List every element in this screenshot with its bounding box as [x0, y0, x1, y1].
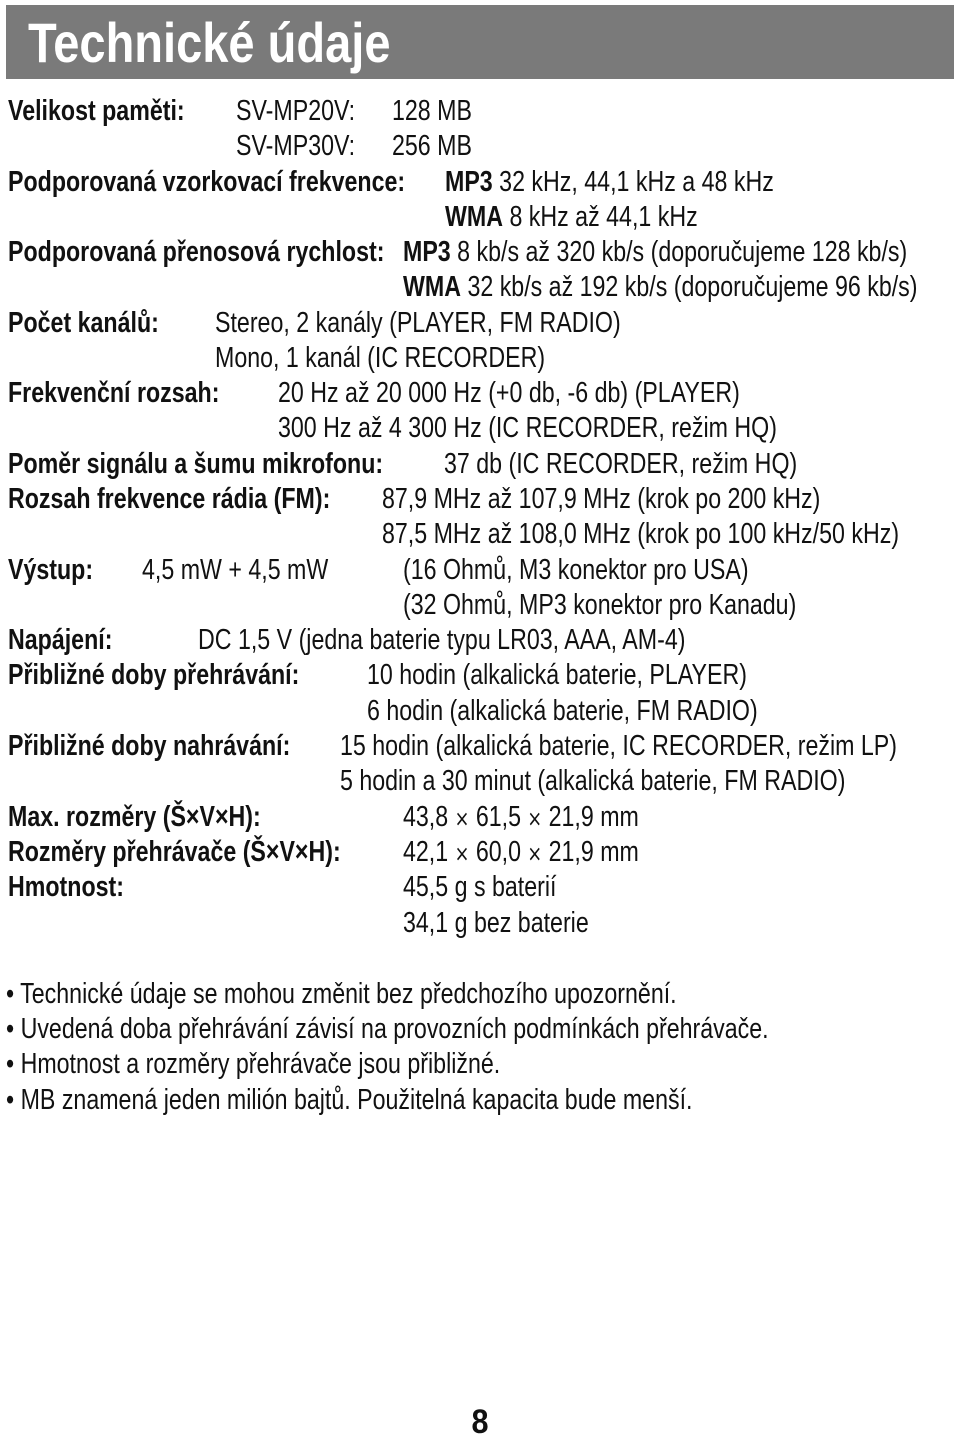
times-sign: × [527, 807, 543, 832]
title-banner [6, 5, 954, 79]
max-dim-width: 43,8 [403, 801, 449, 833]
max-dim-depth: 21,9 mm [548, 801, 639, 833]
note-item [6, 1083, 692, 1117]
sampling-wma-value: 8 kHz až 44,1 kHz [509, 201, 698, 233]
spec-label-radio: Rozsah frekvence rádia (FM): [8, 483, 331, 515]
output-line-1: (16 Ohmů, M3 konektor pro USA) [403, 554, 749, 586]
frequency-line-1: 20 Hz až 20 000 Hz (+0 db, -6 db) (PLAYER) [278, 377, 740, 409]
sampling-wma [445, 200, 698, 234]
weight-line-2: 34,1 g bez baterie [403, 907, 589, 939]
player-dimensions-value [403, 835, 639, 872]
note-text: MB znamená jeden milión bajtů. Použitelná kapacita bude menší. [20, 1084, 693, 1116]
bitrate-wma-tag: WMA [403, 271, 461, 303]
output-line-2: (32 Ohmů, MP3 konektor pro Kanadu) [403, 589, 797, 621]
frequency-line-2: 300 Hz až 4 300 Hz (IC RECORDER, režim HQ) [278, 412, 777, 444]
bitrate-wma [403, 270, 918, 304]
sampling-mp3-tag: MP3 [445, 166, 493, 198]
bitrate-wma-value: 32 kb/s až 192 kb/s (doporučujeme 96 kb/s) [467, 271, 918, 303]
max-dim-height: 61,5 [475, 801, 521, 833]
player-dim-width: 42,1 [403, 836, 449, 868]
max-dimensions-value [403, 800, 639, 837]
weight-line-1: 45,5 g s baterií [403, 871, 557, 903]
sampling-mp3-value: 32 kHz, 44,1 kHz a 48 kHz [499, 166, 774, 198]
channels-line-2: Mono, 1 kanál (IC RECORDER) [215, 342, 546, 374]
memory-value-1: 128 MB [392, 95, 472, 127]
memory-model-2: SV-MP30V: [236, 130, 356, 162]
snr-value: 37 db (IC RECORDER, režim HQ) [444, 448, 798, 480]
sampling-mp3 [445, 165, 774, 199]
note-item [6, 1047, 500, 1081]
bitrate-mp3-tag: MP3 [403, 236, 451, 268]
playback-line-1: 10 hodin (alkalická baterie, PLAYER) [367, 659, 747, 691]
channels-line-1: Stereo, 2 kanály (PLAYER, FM RADIO) [215, 307, 621, 339]
page-title: Technické údaje [28, 11, 391, 74]
memory-value-2: 256 MB [392, 130, 472, 162]
player-dim-depth: 21,9 mm [548, 836, 639, 868]
note-item [6, 977, 677, 1011]
spec-label-max-dimensions: Max. rozměry (Š×V×H): [8, 801, 261, 833]
bitrate-mp3 [403, 235, 907, 269]
recording-line-1: 15 hodin (alkalická baterie, IC RECORDER, režim LP) [340, 730, 897, 762]
spec-label-player-dimensions: Rozměry přehrávače (Š×V×H): [8, 836, 341, 868]
bullet-icon: • [6, 1084, 15, 1116]
times-sign: × [454, 842, 470, 867]
spec-label-frequency: Frekvenční rozsah: [8, 377, 220, 409]
spec-label-power: Napájení: [8, 624, 113, 656]
note-text: Hmotnost a rozměry přehrávače jsou přibližné. [20, 1048, 501, 1080]
bullet-icon: • [6, 978, 15, 1010]
page-number: 8 [471, 1403, 489, 1441]
bullet-icon: • [6, 1013, 15, 1045]
output-power: 4,5 mW + 4,5 mW [142, 554, 329, 586]
spec-label-memory: Velikost paměti: [8, 95, 185, 127]
bitrate-mp3-value: 8 kb/s až 320 kb/s (doporučujeme 128 kb/s) [457, 236, 908, 268]
spec-label-output: Výstup: [8, 554, 94, 586]
note-item [6, 1012, 769, 1046]
spec-label-channels: Počet kanálů: [8, 307, 159, 339]
spec-label-weight: Hmotnost: [8, 871, 124, 903]
spec-label-snr: Poměr signálu a šumu mikrofonu: [8, 448, 384, 480]
recording-line-2: 5 hodin a 30 minut (alkalická baterie, FM RADIO) [340, 765, 846, 797]
spec-label-bitrate: Podporovaná přenosová rychlost: [8, 236, 385, 268]
radio-line-1: 87,9 MHz až 107,9 MHz (krok po 200 kHz) [382, 483, 821, 515]
times-sign: × [454, 807, 470, 832]
note-text: Technické údaje se mohou změnit bez předchozího upozornění. [20, 978, 677, 1010]
note-text: Uvedená doba přehrávání závisí na provozních podmínkách přehrávače. [20, 1013, 769, 1045]
memory-model-1: SV-MP20V: [236, 95, 356, 127]
bullet-icon: • [6, 1048, 15, 1080]
spec-label-sampling: Podporovaná vzorkovací frekvence: [8, 166, 406, 198]
radio-line-2: 87,5 MHz až 108,0 MHz (krok po 100 kHz/50 kHz) [382, 518, 900, 550]
player-dim-height: 60,0 [475, 836, 521, 868]
times-sign: × [527, 842, 543, 867]
sampling-wma-tag: WMA [445, 201, 503, 233]
spec-label-playback: Přibližné doby přehrávání: [8, 659, 300, 691]
spec-label-recording: Přibližné doby nahrávání: [8, 730, 291, 762]
playback-line-2: 6 hodin (alkalická baterie, FM RADIO) [367, 695, 758, 727]
power-value: DC 1,5 V (jedna baterie typu LR03, AAA, AM-4) [198, 624, 686, 656]
